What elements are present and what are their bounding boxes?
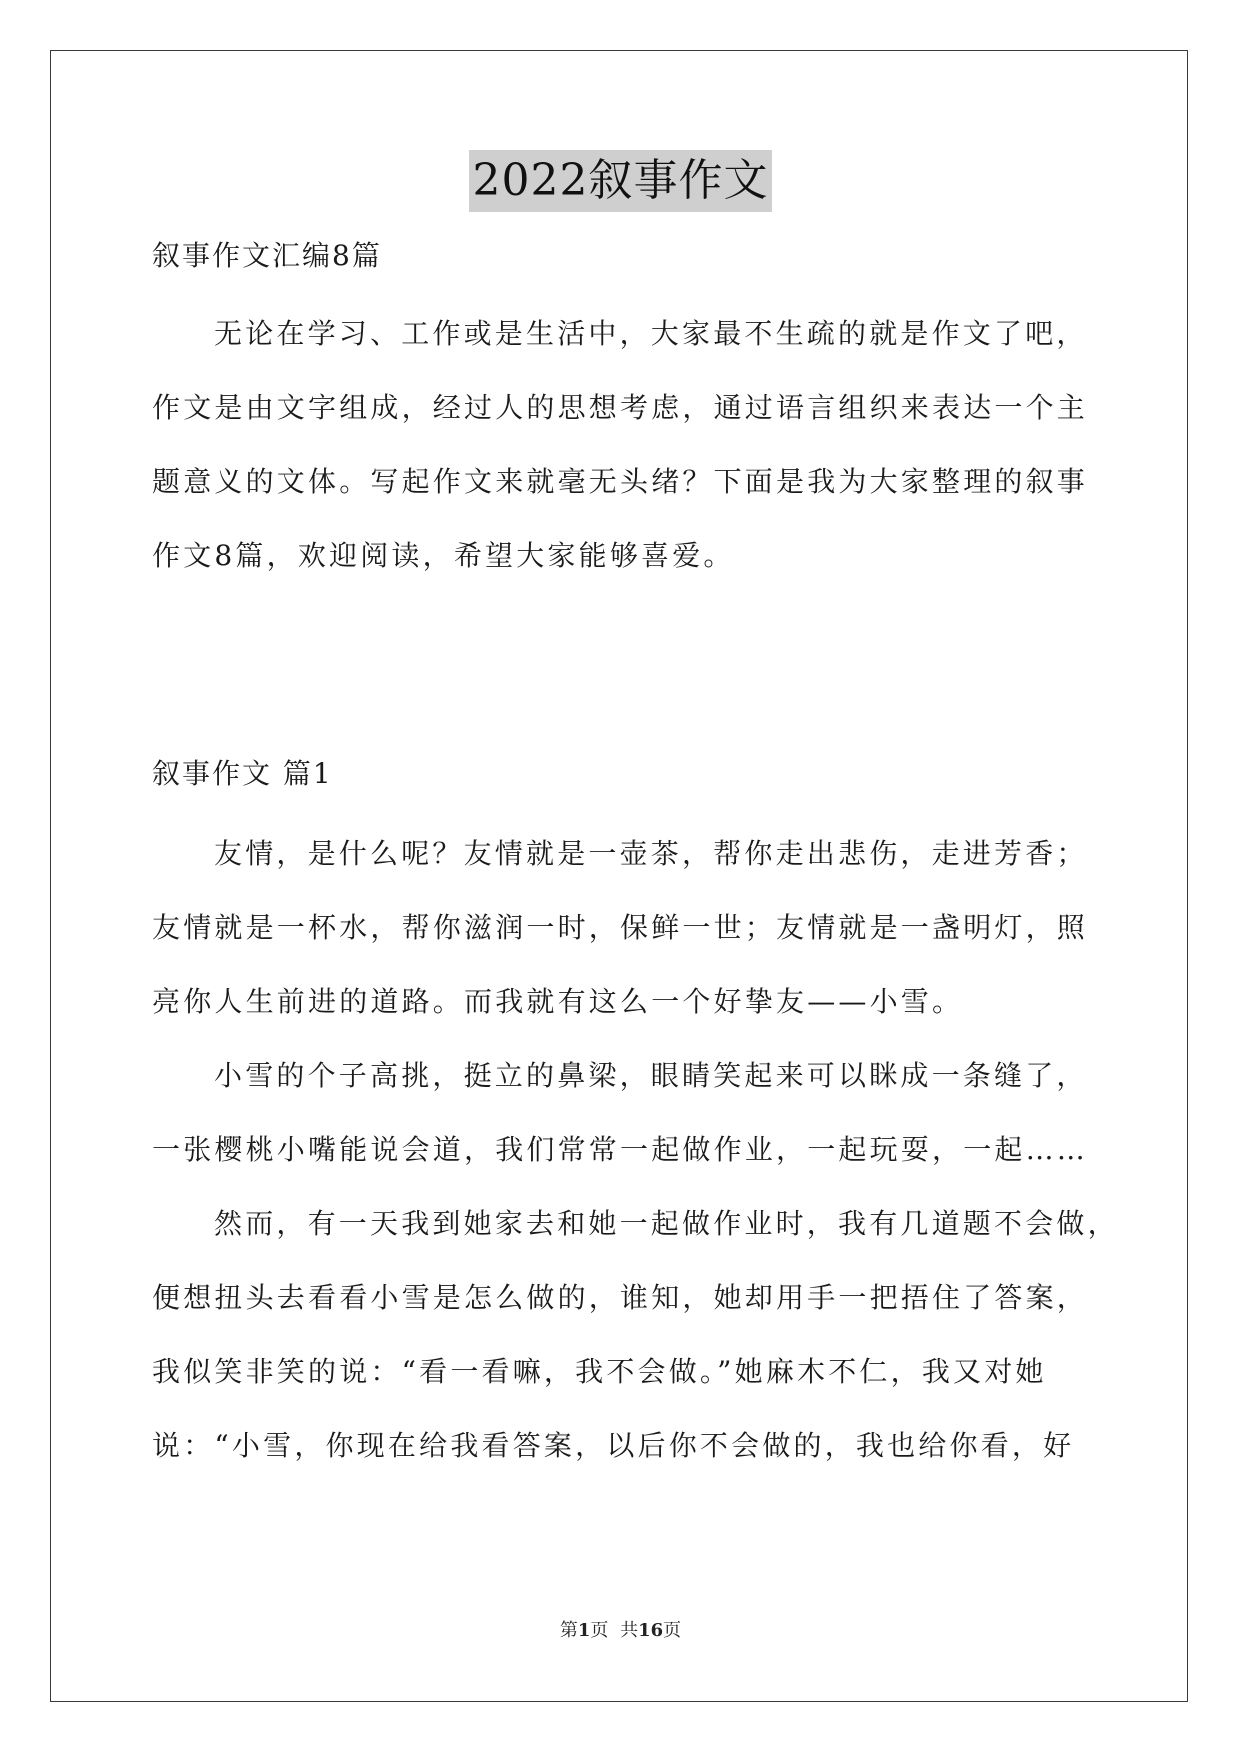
intro-line: 无论在学习、工作或是生活中，大家最不生疏的就是作文了吧， <box>214 317 1088 350</box>
body-line: 说：“小雪，你现在给我看答案，以后你不会做的，我也给你看，好 <box>152 1429 1075 1462</box>
page-prefix: 第 <box>559 1620 578 1641</box>
page-number: 1 <box>577 1620 591 1641</box>
page-footer <box>0 1616 1241 1642</box>
title-container <box>0 150 1241 212</box>
document-subtitle: 叙事作文汇编8篇 <box>152 239 382 272</box>
intro-line: 题意义的文体。写起作文来就毫无头绪？下面是我为大家整理的叙事 <box>152 465 1089 498</box>
page-suffix: 页 <box>590 1620 609 1641</box>
body-line: 一张樱桃小嘴能说会道，我们常常一起做作业，一起玩耍，一起…… <box>152 1133 1089 1166</box>
body-line: 友情，是什么呢？友情就是一壶茶，帮你走出悲伤，走进芳香； <box>214 837 1088 870</box>
body-line: 亮你人生前进的道路。而我就有这么一个好挚友——小雪。 <box>152 985 964 1018</box>
total-suffix: 页 <box>663 1620 682 1641</box>
total-prefix: 共 <box>620 1620 639 1641</box>
intro-line: 作文8篇，欢迎阅读，希望大家能够喜爱。 <box>152 539 735 572</box>
document-title: 2022叙事作文 <box>469 150 773 212</box>
body-line: 小雪的个子高挑，挺立的鼻梁，眼睛笑起来可以眯成一条缝了， <box>214 1059 1088 1092</box>
body-line: 便想扭头去看看小雪是怎么做的，谁知，她却用手一把捂住了答案， <box>152 1281 1089 1314</box>
total-pages: 16 <box>638 1620 664 1641</box>
body-line: 友情就是一杯水，帮你滋润一时，保鲜一世；友情就是一盏明灯，照 <box>152 911 1089 944</box>
intro-line: 作文是由文字组成，经过人的思想考虑，通过语言组织来表达一个主 <box>152 391 1089 424</box>
body-line: 然而，有一天我到她家去和她一起做作业时，我有几道题不会做， <box>214 1207 1119 1240</box>
section-heading: 叙事作文 篇1 <box>152 757 333 790</box>
body-line: 我似笑非笑的说：“看一看嘛，我不会做。”她麻木不仁，我又对她 <box>152 1355 1047 1388</box>
